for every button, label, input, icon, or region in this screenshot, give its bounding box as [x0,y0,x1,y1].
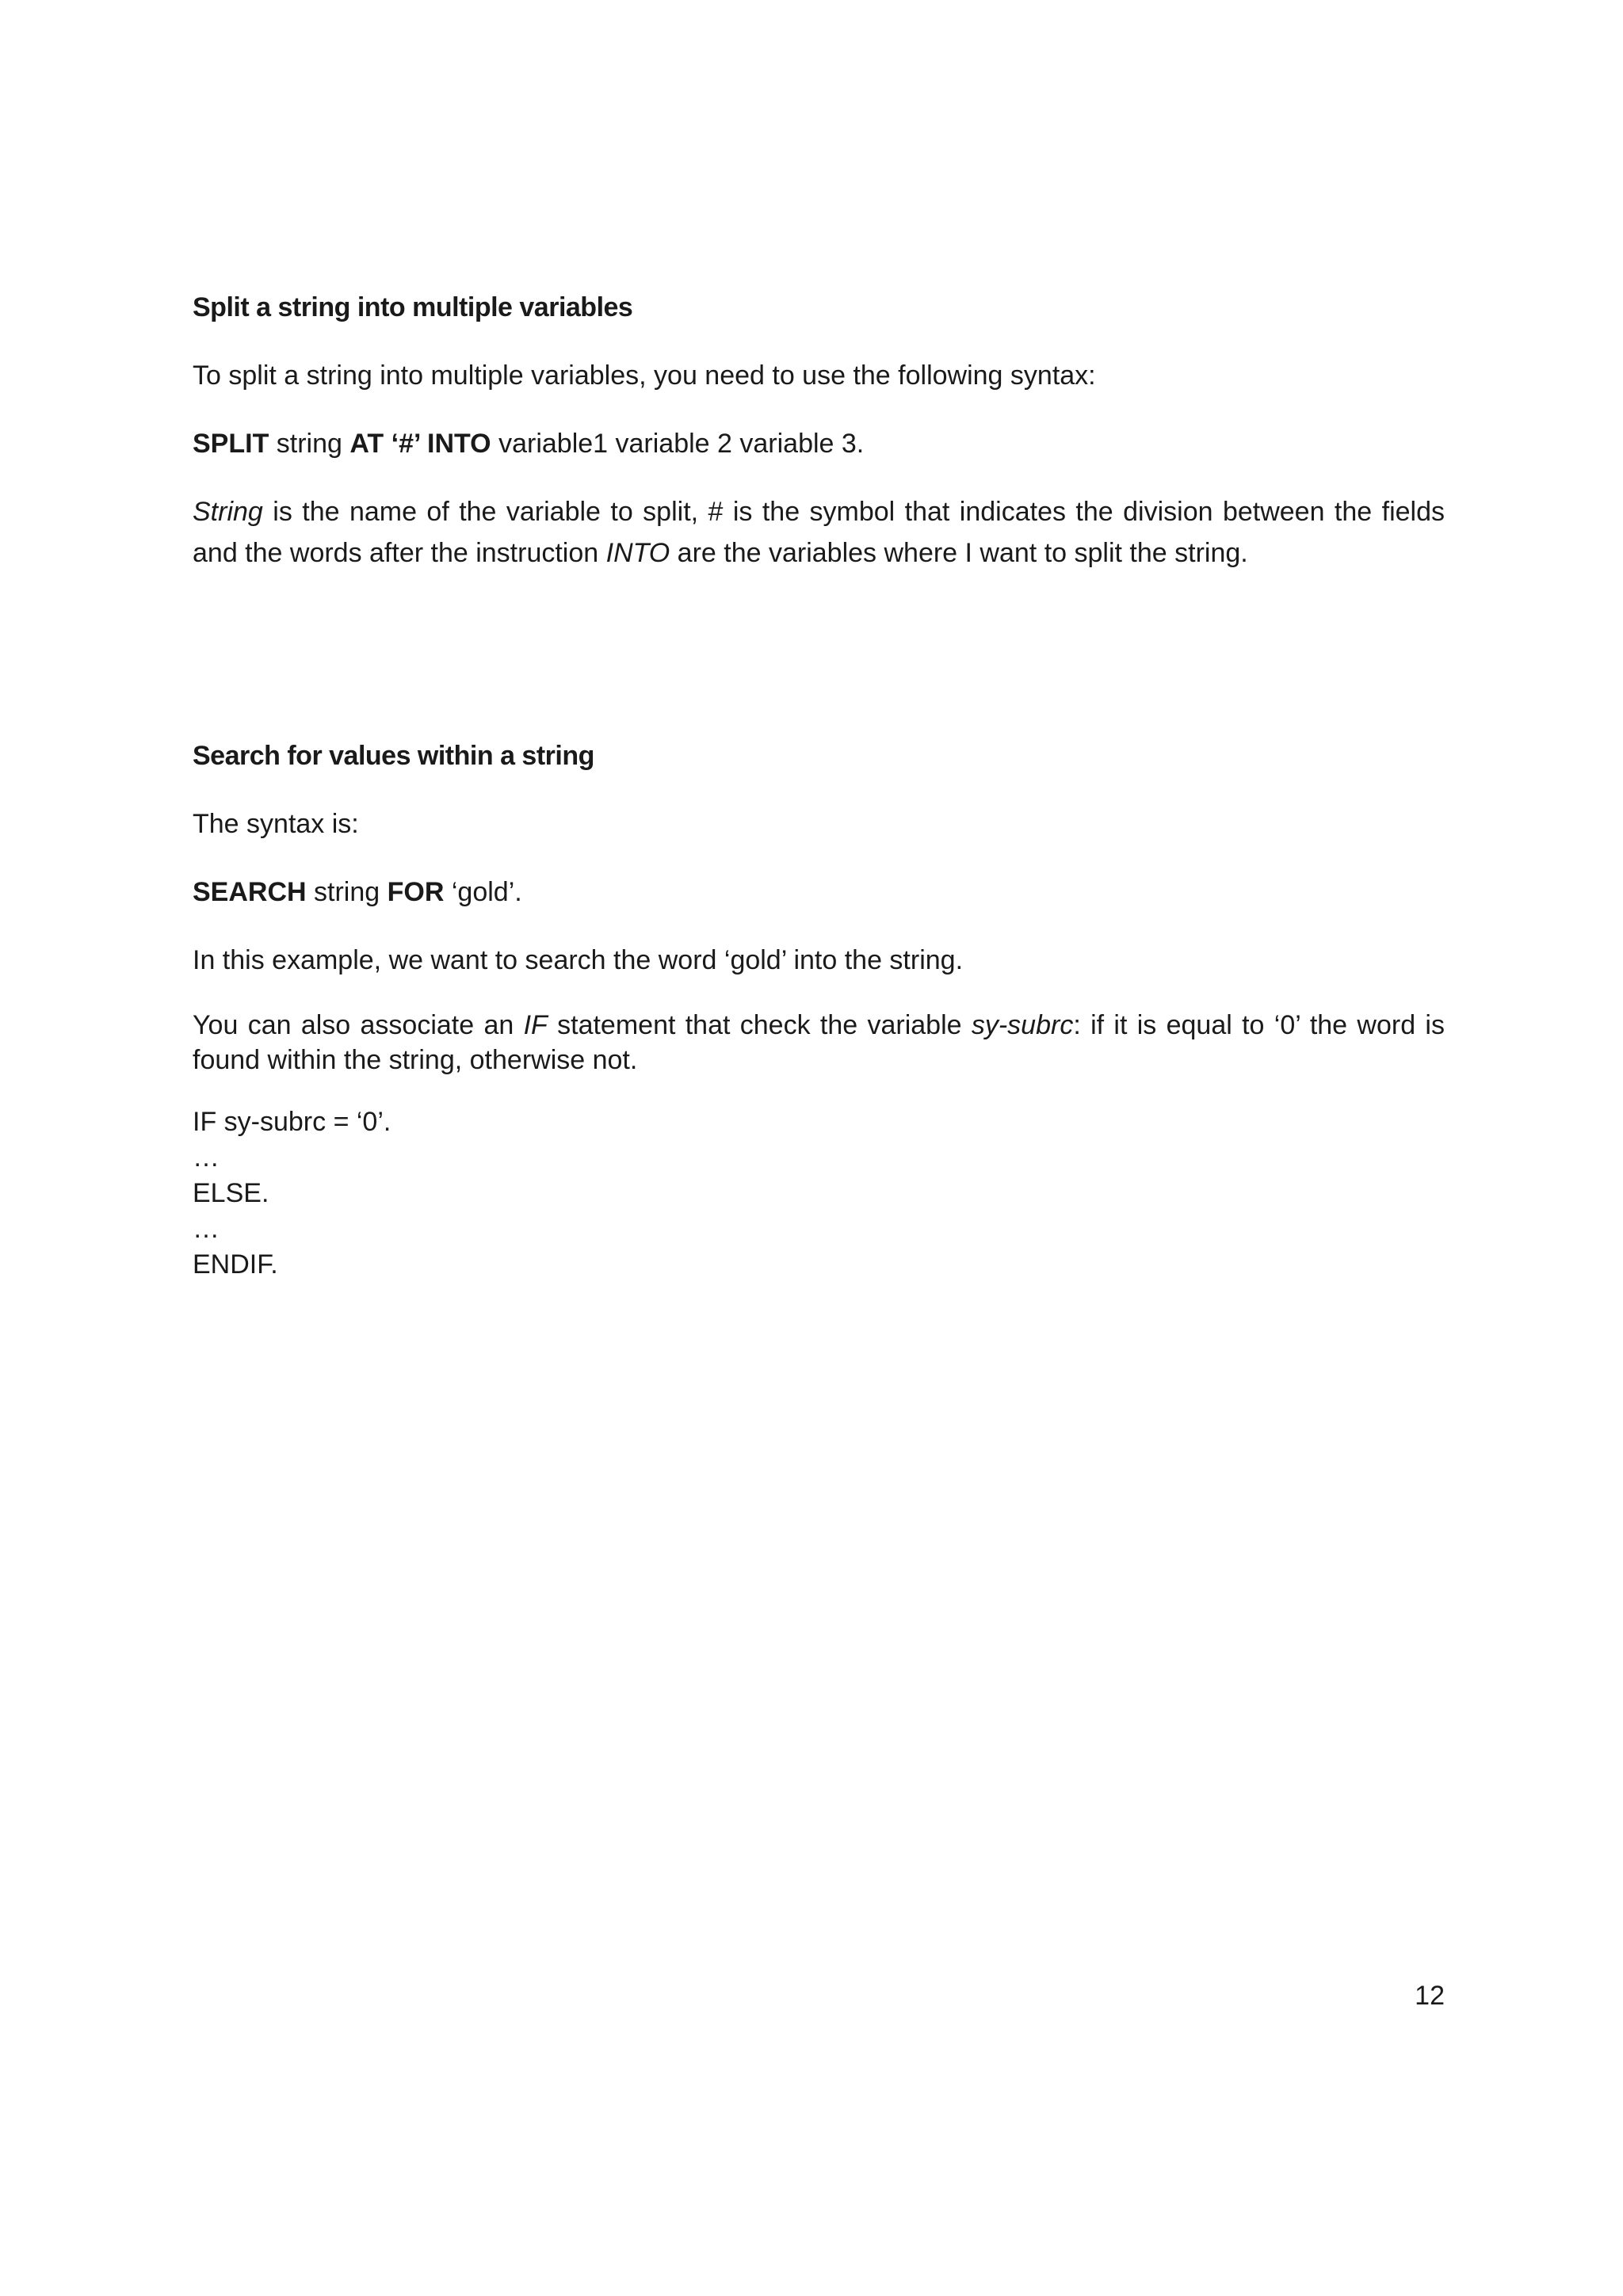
search-intro: The syntax is: [193,809,359,839]
syntax-text: string [269,429,350,459]
explanation-text: are the variables where I want to split the string. [670,538,1248,568]
italic-string: String [193,497,263,527]
associate-text: : if it is equal to ‘0’ the word is found within the string, otherwise not. [193,1010,1445,1075]
italic-if: IF [523,1010,548,1040]
code-line: IF sy-subrc = ‘0’. [193,1107,391,1137]
keyword-search: SEARCH [193,877,307,907]
code-block [193,1104,1445,1283]
page-number: 12 [1415,1981,1445,2011]
code-line: … [193,1142,220,1173]
associate-text: statement that check the variable [547,1010,972,1040]
italic-into: INTO [605,538,670,568]
search-example: In this example, we want to search the word ‘gold’ into the string. [193,945,964,975]
search-associate [193,1008,1445,1077]
page-content [193,287,1445,1283]
keyword-for: FOR [387,877,445,907]
code-line: ENDIF. [193,1249,278,1280]
explanation-text: is the name of the variable to split, # is the symbol that indicates the division between the fields and the words after the instruction [193,497,1445,568]
syntax-text: variable1 variable 2 variable 3. [491,429,865,459]
search-syntax [193,871,1445,913]
keyword-into: INTO [427,429,491,459]
associate-text: You can also associate an [193,1010,524,1040]
keyword-at: AT [349,429,384,459]
italic-sy-subrc: sy-subrc [971,1010,1074,1040]
code-line: ELSE. [193,1178,269,1208]
section-spacer [193,601,1445,735]
section-heading-search: Search for values within a string [193,741,594,771]
section-heading-split: Split a string into multiple variables [193,292,633,322]
syntax-text: string [306,877,388,907]
split-syntax [193,423,1445,464]
keyword-split: SPLIT [193,429,269,459]
split-explanation [193,491,1445,574]
code-line: … [193,1214,220,1244]
syntax-delimiter: ‘#’ [384,429,428,459]
syntax-text: ‘gold’. [444,877,522,907]
split-intro: To split a string into multiple variables, you need to use the following syntax: [193,360,1096,391]
